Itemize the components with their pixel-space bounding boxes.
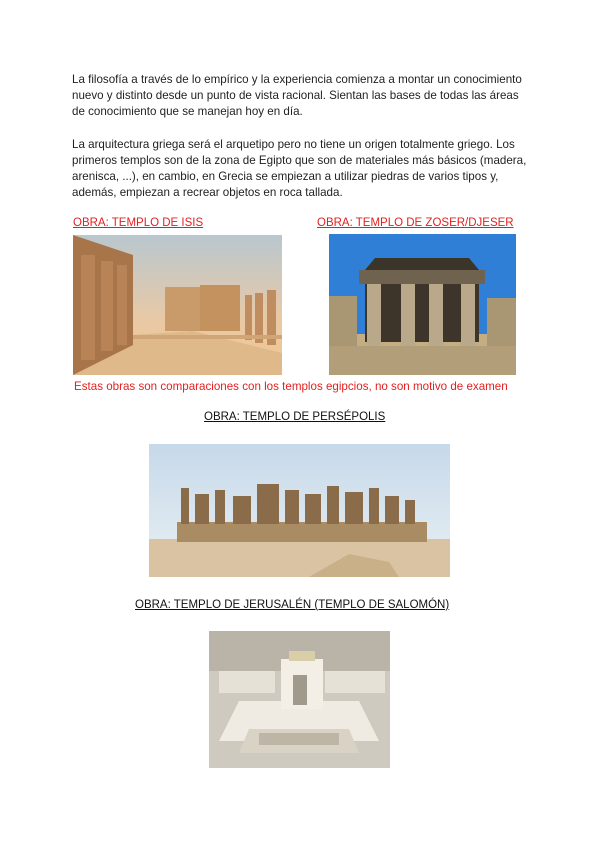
intro-paragraph: La filosofía a través de lo empírico y la experiencia comienza a montar un conocimiento nuevo y distinto desde un punto de vista racional. Sientan las bases de todas las áreas de conocimiento que se manejan hoy en día. xyxy=(72,73,522,118)
photo-templo-zoser xyxy=(329,234,516,375)
architecture-paragraph: La arquitectura griega será el arquetipo pero no tiene un origen totalmente griego. Los primeros templos son de la zona de Egipto que son de materiales más básicos (madera, arenisca, ...), en cambio, en Grecia se empiezan a utilizar piedras de varios tipos y, además, empiezan a recrear objetos en roca tallada. xyxy=(72,138,527,199)
photo-templo-persepolis xyxy=(149,444,450,577)
caption-templo-jerusalen: OBRA: TEMPLO DE JERUSALÉN (TEMPLO DE SALOMÓN) xyxy=(135,599,450,611)
photo-templo-jerusalen xyxy=(209,631,390,768)
exam-note: Estas obras son comparaciones con los templos egipcios, no son motivo de examen xyxy=(74,380,508,393)
photo-templo-isis xyxy=(73,235,282,375)
caption-templo-isis: OBRA: TEMPLO DE ISIS xyxy=(73,217,204,229)
caption-templo-zoser: OBRA: TEMPLO DE ZOSER/DJESER xyxy=(317,217,514,229)
caption-templo-persepolis: OBRA: TEMPLO DE PERSÉPOLIS xyxy=(204,411,386,423)
